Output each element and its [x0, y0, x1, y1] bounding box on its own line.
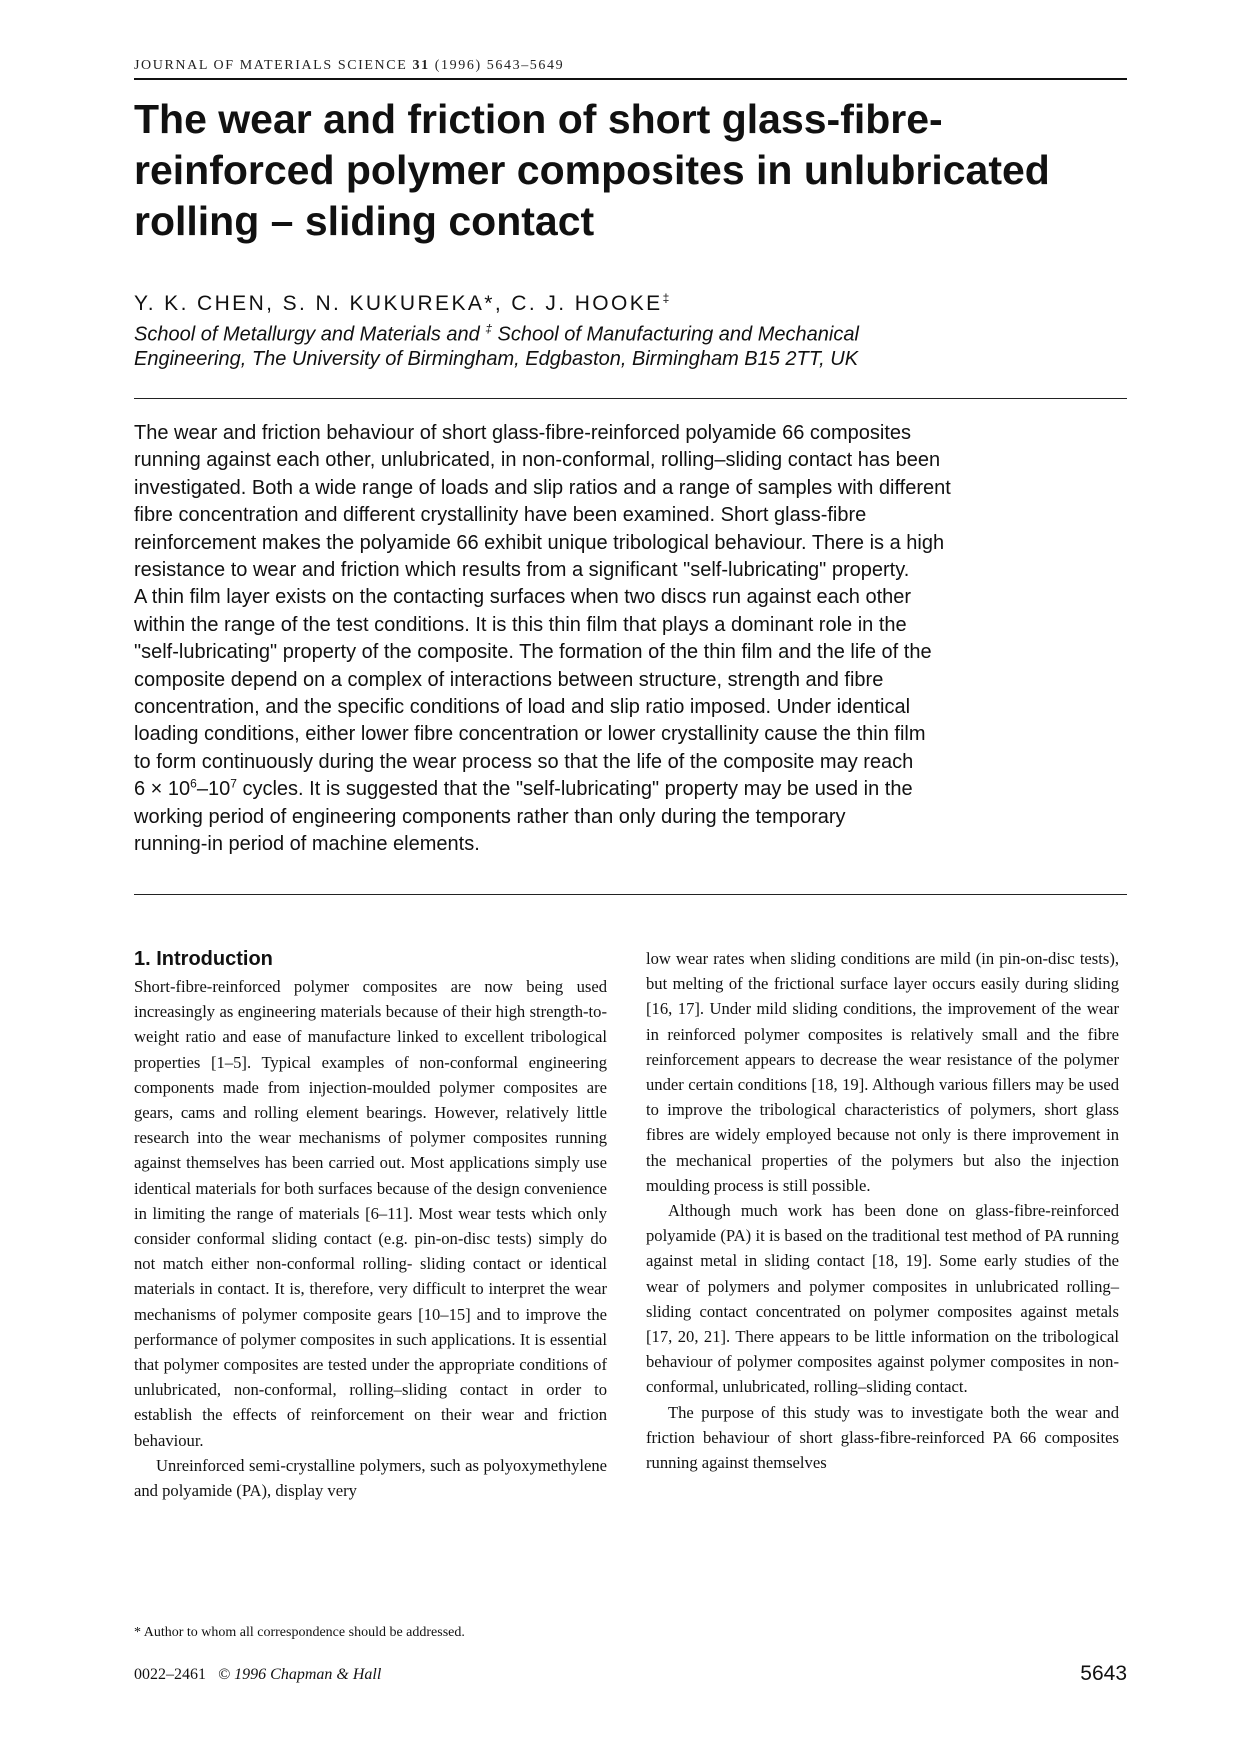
abstract-line: to form continuously during the wear process so that the life of the composite may reach — [134, 750, 914, 773]
page-number: 5643 — [1080, 1662, 1127, 1685]
affiliation-part: School of Metallurgy and Materials and — [134, 323, 486, 346]
abstract — [134, 420, 1127, 859]
article-title — [134, 94, 1127, 247]
body-paragraph: Although much work has been done on glass-fibre-reinforced polyamide (PA) it is based on the traditional test method of PA running against metal in sliding contact [18, 19]. Some early studies of the wear of polymers and polymer composites in unlubricated rolling–sliding contact concentrated on polymer composites against metals [17, 20, 21]. There appears to be little information on the tribological behaviour of polymer composites against polymer composites in non-conformal, unlubricated, rolling–sliding contact. — [646, 1201, 1119, 1397]
body-paragraph: The purpose of this study was to investigate both the wear and friction behaviour of short glass-fibre-reinforced PA 66 composites running against themselves — [646, 1402, 1119, 1473]
title-line: The wear and friction of short glass-fibre- — [134, 96, 943, 142]
abstract-line-cycles — [134, 776, 1127, 803]
author-list — [134, 291, 669, 316]
abstract-line: "self-lubricating" property of the composite. The formation of the thin film and the life of the — [134, 641, 932, 664]
abstract-line: fibre concentration and different crystallinity have been examined. Short glass-fibre — [134, 504, 867, 527]
footnote: * Author to whom all correspondence should be addressed. — [134, 1625, 465, 1640]
cycles-exponent: 7 — [230, 776, 237, 791]
author-names: Y. K. CHEN, S. N. KUKUREKA*, C. J. HOOKE — [134, 292, 663, 315]
abstract-line: composite depend on a complex of interactions between structure, strength and fibre — [134, 668, 884, 691]
abstract-line: running-in period of machine elements. — [134, 833, 480, 856]
journal-volume: 31 — [412, 58, 430, 73]
abstract-line: resistance to wear and friction which results from a significant "self-lubricating" property. — [134, 559, 910, 582]
cycles-exponent: 6 — [190, 776, 197, 791]
section-heading: 1. Introduction — [134, 948, 273, 970]
abstract-line: within the range of the test conditions. It is this thin film that plays a dominant role in the — [134, 613, 907, 636]
title-line: rolling – sliding contact — [134, 198, 595, 244]
cycles-text: cycles. It is suggested that the "self-lubricating" property may be used in the — [236, 778, 913, 801]
copyright-notice: © 1996 Chapman & Hall — [218, 1666, 382, 1683]
abstract-line: The wear and friction behaviour of short glass-fibre-reinforced polyamide 66 composites — [134, 422, 912, 444]
cycles-base: 6 × 10 — [134, 778, 191, 801]
cycles-range: –10 — [196, 778, 231, 801]
abstract-line: loading conditions, either lower fibre concentration or lower crystallinity cause the thin film — [134, 723, 926, 746]
affiliation-part: School of Manufacturing and Mechanical — [492, 323, 859, 346]
abstract-line: reinforcement makes the polyamide 66 exhibit unique tribological behaviour. There is a high — [134, 531, 945, 554]
body-paragraph: Short-fibre-reinforced polymer composites are now being used increasingly as engineering materials because of their high strength-to-weight ratio and ease of manufacture linked to excellent tribological properties [1–5]. Typical examples of non-conformal engineering components made from injection-moulded polymer composites are gears, cams and rolling element bearings. However, relatively little research into the wear mechanisms of polymer composites running against themselves has been carried out. Most applications simply use identical materials for both surfaces because of the design convenience in limiting the range of materials [6–11]. Most wear tests which only consider conformal sliding contact (e.g. pin-on-disc tests) simply do not match either non-conformal rolling- sliding contact or identical materials in contact. It is, therefore, very difficult to interpret the wear mechanisms of polymer composite gears [10–15] and to improve the performance of polymer composites in such applications. It is essential that polymer composites are tested under the appropriate conditions of unlubricated, non-conformal, rolling–sliding contact in order to establish the effects of reinforcement on their wear and friction behaviour. — [134, 977, 607, 1450]
abstract-line: A thin film layer exists on the contacting surfaces when two discs run against each other — [134, 586, 912, 609]
journal-year-pages: (1996) 5643–5649 — [434, 58, 565, 73]
abstract-line: working period of engineering components rather than only during the temporary — [134, 805, 846, 828]
body-column-left — [134, 946, 607, 1503]
affiliation-line: Engineering, The University of Birmingham, Edgbaston, Birmingham B15 2TT, UK — [134, 347, 859, 370]
abstract-line: investigated. Both a wide range of loads and slip ratios and a range of samples with different — [134, 476, 951, 499]
affiliation — [134, 317, 1127, 371]
body-paragraph: Unreinforced semi-crystalline polymers, such as polyoxymethylene and polyamide (PA), display very — [134, 1455, 607, 1501]
abstract-top-rule — [134, 398, 1127, 399]
body-column-right — [646, 946, 1119, 1475]
title-line: reinforced polymer composites in unlubricated — [134, 147, 1050, 193]
body-paragraph: low wear rates when sliding conditions are mild (in pin-on-disc tests), but melting of the frictional surface layer occurs easily during sliding [16, 17]. Under mild sliding conditions, the improvement of the wear in reinforced polymer composites is relatively small and the fibre reinforcement appears to decrease the wear resistance of the polymer under certain conditions [18, 19]. Although various fillers may be used to improve the tribological characteristics of polymers, short glass fibres are widely employed because not only is there improvement in the mechanical properties of the polymers but also the injection moulding process is still possible. — [646, 949, 1119, 1195]
header-rule — [134, 78, 1127, 80]
affiliation-mark: ‡ — [662, 291, 670, 305]
footer-code — [134, 1666, 381, 1684]
journal-name: JOURNAL OF MATERIALS SCIENCE — [134, 58, 408, 73]
affiliation-mark: ‡ — [485, 322, 492, 336]
running-head — [134, 58, 1134, 74]
abstract-line: concentration, and the specific conditions of load and slip ratio imposed. Under identical — [134, 696, 911, 719]
abstract-line: running against each other, unlubricated, in non-conformal, rolling–sliding contact has been — [134, 449, 941, 472]
issn-code: 0022–2461 — [134, 1666, 206, 1683]
abstract-bottom-rule — [134, 894, 1127, 895]
